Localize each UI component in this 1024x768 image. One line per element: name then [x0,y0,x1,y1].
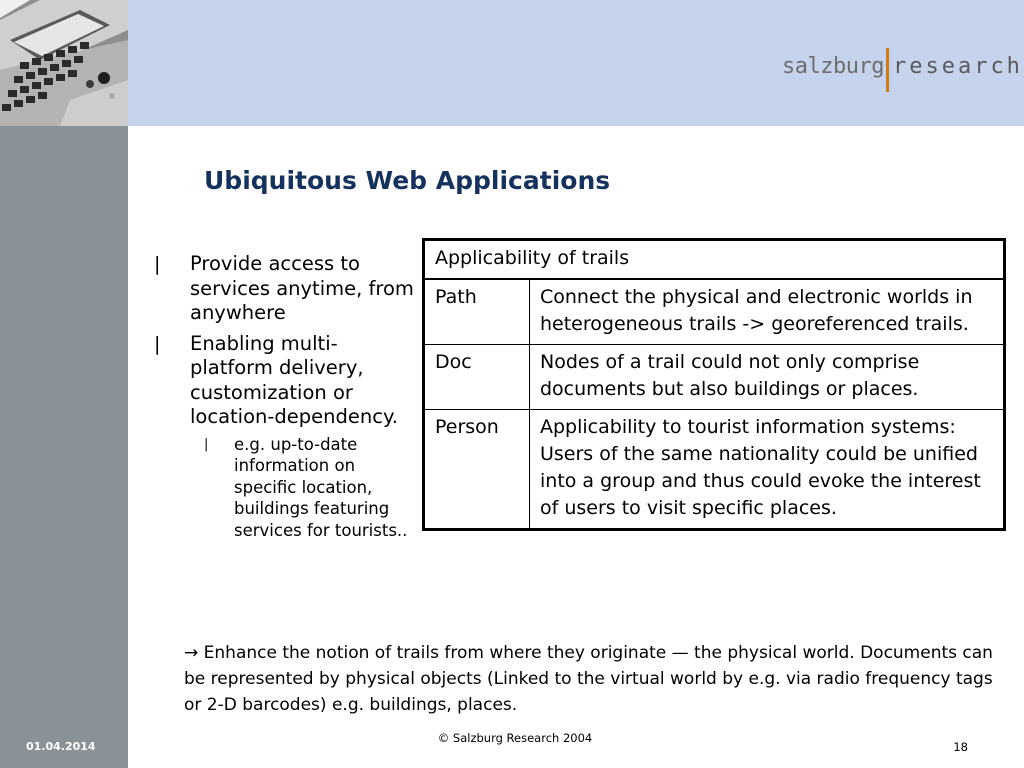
row-text: Applicability to tourist information systems: Users of the same nationality could be unified into a group and thus could evoke the interest of users to visit specific places. [530,410,1005,530]
table-header-row [424,240,1005,280]
logo-word-left: salzburg [782,54,884,79]
note-text: Enhance the notion of trails from where they originate — the physical world. Documents can be represented by physical objects (Linked to the virtual world by e.g. via radio frequency tags or 2-D barcodes) e.g. buildings, places. [184,643,993,715]
sub-bullet-marker: | [204,436,209,452]
bullet-text: Enabling multi-platform delivery, customization or location-dependency. [190,331,398,428]
footer-copyright: © Salzburg Research 2004 [437,731,593,745]
bullet-marker: | [154,253,161,275]
row-label: Person [424,410,530,530]
trails-table [422,238,1006,531]
row-text: Nodes of a trail could not only comprise documents but also buildings or places. [530,345,1005,410]
arrow-icon: → [184,643,199,663]
row-text: Connect the physical and electronic worlds in heterogeneous trails -> georeferenced trails. [530,279,1005,345]
bullet-list [150,252,420,541]
bullet-item [150,252,420,326]
logo-divider [886,48,889,92]
table-row [424,410,1005,530]
header-photo [0,0,128,126]
sub-bullet-text: e.g. up-to-date information on specific location, buildings featuring services for tourists.. [234,434,408,540]
summary-note [184,640,1004,718]
row-label: Doc [424,345,530,410]
bullet-marker: | [154,332,161,355]
footer-date: 01.04.2014 [26,740,96,753]
table-row [424,279,1005,345]
row-label: Path [424,279,530,345]
page-number: 18 [953,740,968,754]
salzburg-research-logo [782,48,1023,92]
bullet-item [150,332,420,430]
sub-bullet-item [198,434,420,542]
table-header-cell: Applicability of trails [424,240,1005,280]
logo-word-right: research [892,54,1023,79]
slide-title: Ubiquitous Web Applications [204,166,611,195]
bullet-text: Provide access to services anytime, from anywhere [190,252,414,324]
table-row [424,345,1005,410]
